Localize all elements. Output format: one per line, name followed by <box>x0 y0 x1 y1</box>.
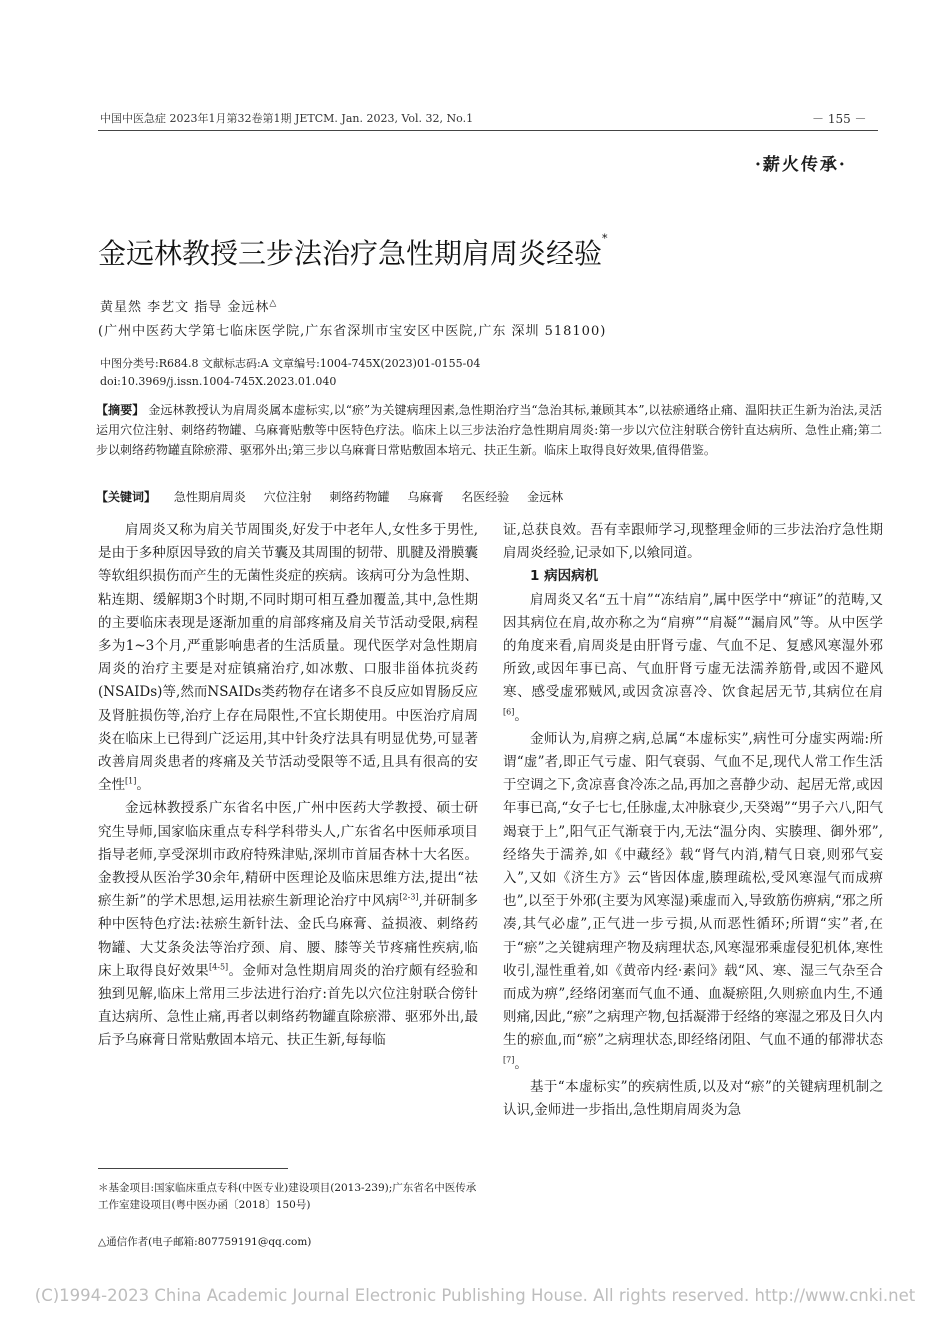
classification-line: 中图分类号:R684.8 文献标志码:A 文章编号:1004-745X(2023)01-0155-04 <box>100 357 481 370</box>
paragraph-text: 肩周炎又名“五十肩”“冻结肩”,属中医学中“痹证”的范畴,又因其病位在肩,故亦称之为“肩痹”“肩凝”“漏肩风”等。从中医学的角度来看,肩周炎是由肝肾亏虚、气血不足、复感风寒湿外邪所致,或因年事已高、气血肝肾亏虚无法濡养筋骨,或因不避风寒、感受虚邪贼风,或因贪凉喜冷、饮食起居无节,其病位在肩 <box>503 591 883 701</box>
title-text: 金远林教授三步法治疗急性期肩周炎经验 <box>98 237 603 270</box>
journal-header-info: 中国中医急症 2023年1月第32卷第1期 JETCM. Jan. 2023, Vol. 32, No.1 <box>100 112 474 125</box>
keyword: 急性期肩周炎 <box>173 490 246 504</box>
copyright-watermark: (C)1994-2023 China Academic Journal Electronic Publishing House. All rights reserved. http://www.cnki.net <box>34 1286 916 1305</box>
authors <box>100 296 277 315</box>
funding-footnote: ＊基金项目:国家临床重点专科(中医专业)建设项目(2013-239);广东省名中医传承工作室建设项目(粤中医办函〔2018〕150号) <box>98 1182 477 1211</box>
abstract-text: 金远林教授认为肩周炎属本虚标实,以“瘀”为关键病理因素,急性期治疗当“急治其标,兼顾其本”,以祛瘀通络止痛、温阳扶正生新为治法,灵活运用穴位注射、刺络药物罐、乌麻膏贴敷等中医特色疗法。临床上以三步法治疗急性期肩周炎:第一步以穴位注射联合傍针直达病所、急性止痛;第二步以刺络药物罐直除瘀滞、驱邪外出;第三步以乌麻膏日常贴敷固本培元、扶正生新。临床上取得良好效果,值得借鉴。 <box>96 403 882 457</box>
keyword: 穴位注射 <box>263 490 312 504</box>
paragraph-text: 金远林教授系广东省名中医,广州中医药大学教授、硕士研究生导师,国家临床重点专科学科带头人,广东省名中医师承项目指导老师,享受深圳市政府特殊津贴,深圳市首届杏林十大名医。金教授从医治学30余年,精研中医理论及临床思维方法,提出“祛瘀生新”的学术思想,运用祛瘀生新理论治疗中风病 <box>98 800 478 910</box>
body-left-column <box>98 519 478 1053</box>
paragraph-text: 。金师对急性期肩周炎的治疗颇有经验和独到见解,临床上常用三步法进行治疗:首先以穴位注射联合傍针直达病所、急性止痛,再者以刺络药物罐直除瘀滞、驱邪外出,最后予乌麻膏日常贴敷固本培元、扶正生新,每每临 <box>98 962 479 1049</box>
keywords <box>96 488 882 505</box>
page-number: － 155 － <box>812 112 867 126</box>
citation[interactable]: [6] <box>503 707 515 717</box>
body-right-column <box>503 519 883 1122</box>
keyword: 金远林 <box>527 490 564 504</box>
paragraph-text: 。 <box>514 707 528 724</box>
paragraph-text: 。 <box>514 1055 528 1072</box>
abstract <box>96 400 882 460</box>
affiliation: (广州中医药大学第七临床医学院,广东省深圳市宝安区中医院,广东 深圳 518100) <box>98 324 607 339</box>
keyword: 名医经验 <box>461 490 510 504</box>
author-names: 黄星然 李艺文 指导 金远林 <box>100 300 270 315</box>
citation[interactable]: [1] <box>125 776 137 786</box>
doi-line: doi:10.3969/j.issn.1004-745X.2023.01.040 <box>100 375 337 388</box>
paragraph <box>503 589 883 728</box>
citation[interactable]: [7] <box>503 1055 515 1065</box>
keywords-label: 【关键词】 <box>96 490 157 504</box>
paragraph: 证,总获良效。吾有幸跟师学习,现整理金师的三步法治疗急性期肩周炎经验,记录如下,以飨同道。 <box>503 522 883 562</box>
abstract-label: 【摘要】 <box>96 403 145 417</box>
paragraph-text: 金师认为,肩痹之病,总属“本虚标实”,病性可分虚实两端:所谓“虚”者,即正气亏虚、阳气衰弱、气血不足,现代人常工作生活于空调之下,贪凉喜食冷冻之品,再加之喜静少动、起居无常,或因年事已高,“女子七七,任脉虚,太冲脉衰少,天癸竭”“男子六八,阳气竭衰于上”,阳气正气渐衰于内,无法“温分肉、实腠理、御外邪”,经络失于濡养,如《中藏经》载“肾气内消,精气日衰,则邪气妄入”,又如《济生方》云“皆因体虚,腠理疏松,受风寒湿气而成痹也”,以至于外邪(主要为风寒湿)乘虚而入,导致筋伤痹病,“邪之所凑,其气必虚”,正气进一步亏损,从而恶性循环;所谓“实”者,在于“瘀”之关键病理产物及病理状态,风寒湿邪乘虚侵犯机体,寒性收引,湿性重着,如《黄帝内经·素问》载“风、寒、湿三气杂至合而成为痹”,经络闭塞而气血不通、血凝瘀阻,久则瘀血内生,不通则痛,因此,“瘀”之病理产物,包括凝滞于经络的寒湿之邪及日久内生的瘀血,而“瘀”之病理状态,即经络闭阻、气血不通的郁滞状态 <box>503 730 883 1049</box>
citation[interactable]: [4-5] <box>209 962 229 972</box>
keyword: 乌麻膏 <box>407 490 444 504</box>
corresponding-author-mark: △ <box>269 298 278 309</box>
paragraph: 基于“本虚标实”的疾病性质,以及对“瘀”的关键病理机制之认识,金师进一步指出,急性期肩周炎为急 <box>503 1078 883 1119</box>
title-footnote-mark: * <box>602 232 608 245</box>
keyword: 刺络药物罐 <box>329 490 390 504</box>
paragraph <box>503 728 883 1076</box>
column-label: ·薪火传承· <box>755 155 847 175</box>
paragraph <box>98 797 478 1052</box>
footnote-divider <box>98 1168 288 1169</box>
paragraph-text: ,并研制多种中医特色疗法:祛瘀生新针法、金氏乌麻膏、益损液、刺络药物罐、大艾条灸法等治疗颈、肩、腰、膝等关节疼痛性疾病,临床上取得良好效果 <box>98 893 478 979</box>
section-heading: 1 病因病机 <box>530 568 599 585</box>
header-divider <box>98 130 878 131</box>
corresponding-author-footnote: △通信作者(电子邮箱:807759191@qq.com) <box>98 1236 312 1248</box>
article-title <box>98 232 608 272</box>
paragraph <box>98 519 478 797</box>
paragraph-text: 肩周炎又称为肩关节周围炎,好发于中老年人,女性多于男性,是由于多种原因导致的肩关节囊及其周围的韧带、肌腱及滑膜囊等软组织损伤而产生的无菌性炎症的疾病。该病可分为急性期、粘连期、缓解期3个时期,不同时期可相互叠加覆盖,其中,急性期的主要临床表现是逐渐加重的肩部疼痛及肩关节活动受限,病程多为1~3个月,严重影响患者的生活质量。现代医学对急性期肩周炎的治疗主要是对症镇痛治疗,如冰敷、口服非甾体抗炎药(NSAIDs)等,然而NSAIDs类药物存在诸多不良反应如胃肠反应及肾脏损伤等,治疗上存在局限性,不宜长期使用。中医治疗肩周炎在临床上已得到广泛运用,其中针灸疗法具有明显优势,可显著改善肩周炎患者的疼痛及关节活动受限等不适,且具有很高的安全性 <box>98 522 478 794</box>
citation[interactable]: [2-3] <box>399 892 419 902</box>
paragraph-text: 。 <box>136 777 150 794</box>
